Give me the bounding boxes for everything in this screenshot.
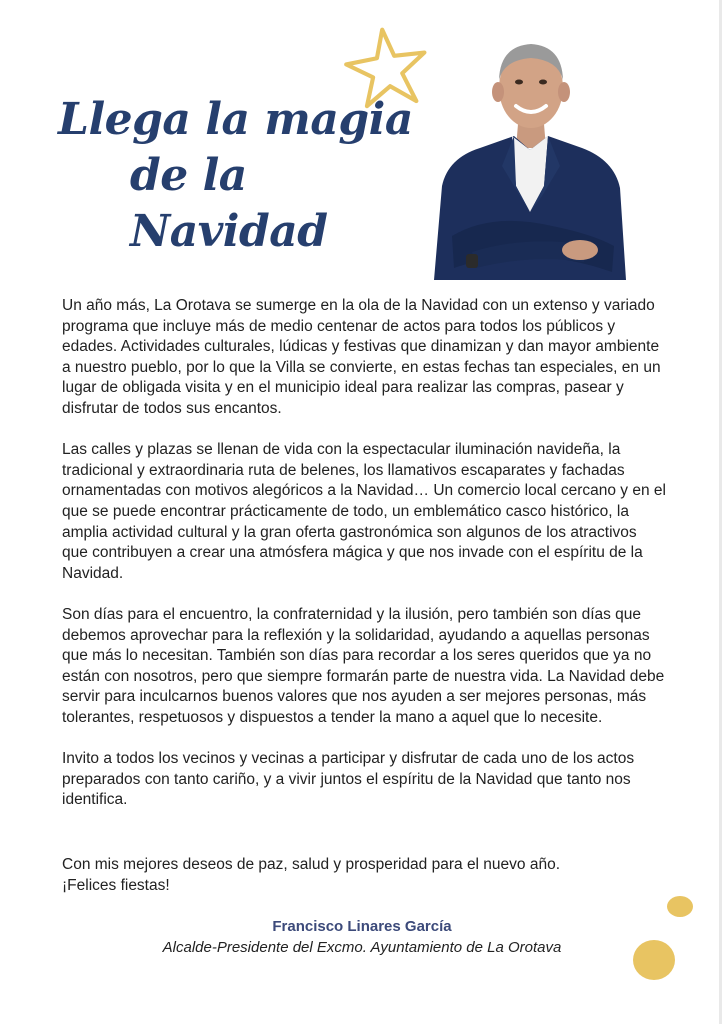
signature-name: Francisco Linares García	[272, 918, 452, 935]
paragraph-4: Invito a todos los vecinos y vecinas a participar y disfrutar de cada uno de los actos preparados con tanto cariño, y a vivir juntos el espíritu de la Navidad que tanto nos identifica.	[62, 750, 635, 809]
paragraph-2: Las calles y plazas se llenan de vida con la espectacular iluminación navideña, la tradicional y extraordinaria ruta de belenes, los llamativos escaparates y fachadas ornamentadas con motivos alegóricos a la Navidad… Un comercio local cercano y en el que se puede encontrar prácticamente de todo, un emblemático casco histórico, la amplia actividad cultural y la gran oferta gastronómica son algunos de los atractivos que contribuyen a crear una atmósfera mágica y que nos invade con el espíritu de la Navidad.	[62, 441, 666, 582]
decorative-dot-large	[633, 940, 675, 980]
star-icon	[340, 24, 432, 116]
title-line-1: Llega la magia	[58, 94, 413, 145]
closing-wishes: Con mis mejores deseos de paz, salud y prosperidad para el nuevo año.	[62, 856, 561, 873]
paragraph-3: Son días para el encuentro, la confraternidad y la ilusión, pero también son días que debemos aprovechar para la reflexión y la solidaridad, ayudando a aquellas personas que más lo necesitan. También son días para recordar a los seres queridos que ya no están con nosotros, pero que siempre formarán parte de nuestra vida. La Navidad debe servir para inculcarnos buenos valores que nos ayuden a ser mejores personas, más tolerantes, respetuosos y dispuestos a tender la mano a aquel que lo necesite.	[62, 605, 665, 726]
mayor-portrait	[432, 36, 628, 280]
title-line-2: de la Navidad	[130, 150, 328, 257]
decorative-dot-small	[667, 896, 693, 917]
page-title	[58, 92, 438, 260]
closing-greeting: ¡Felices fiestas!	[62, 876, 170, 894]
letter-body	[62, 296, 666, 831]
paragraph-1: Un año más, La Orotava se sumerge en la ola de la Navidad con un extenso y variado programa que incluye más de medio centenar de actos para todos los públicos y edades. Actividades culturales, lúdicas y festivas que dinamizan y dan mayor ambiente a nuestro pueblo, por lo que la Villa se convierte, en estas fechas tan especiales, en un lugar de obligada visita y en el municipio ideal para realizar las compras, pasear y disfrutar de todos sus encantos.	[62, 297, 661, 417]
closing	[62, 855, 666, 896]
signature-title: Alcalde-Presidente del Excmo. Ayuntamiento de La Orotava	[162, 939, 562, 956]
signature	[62, 917, 662, 959]
